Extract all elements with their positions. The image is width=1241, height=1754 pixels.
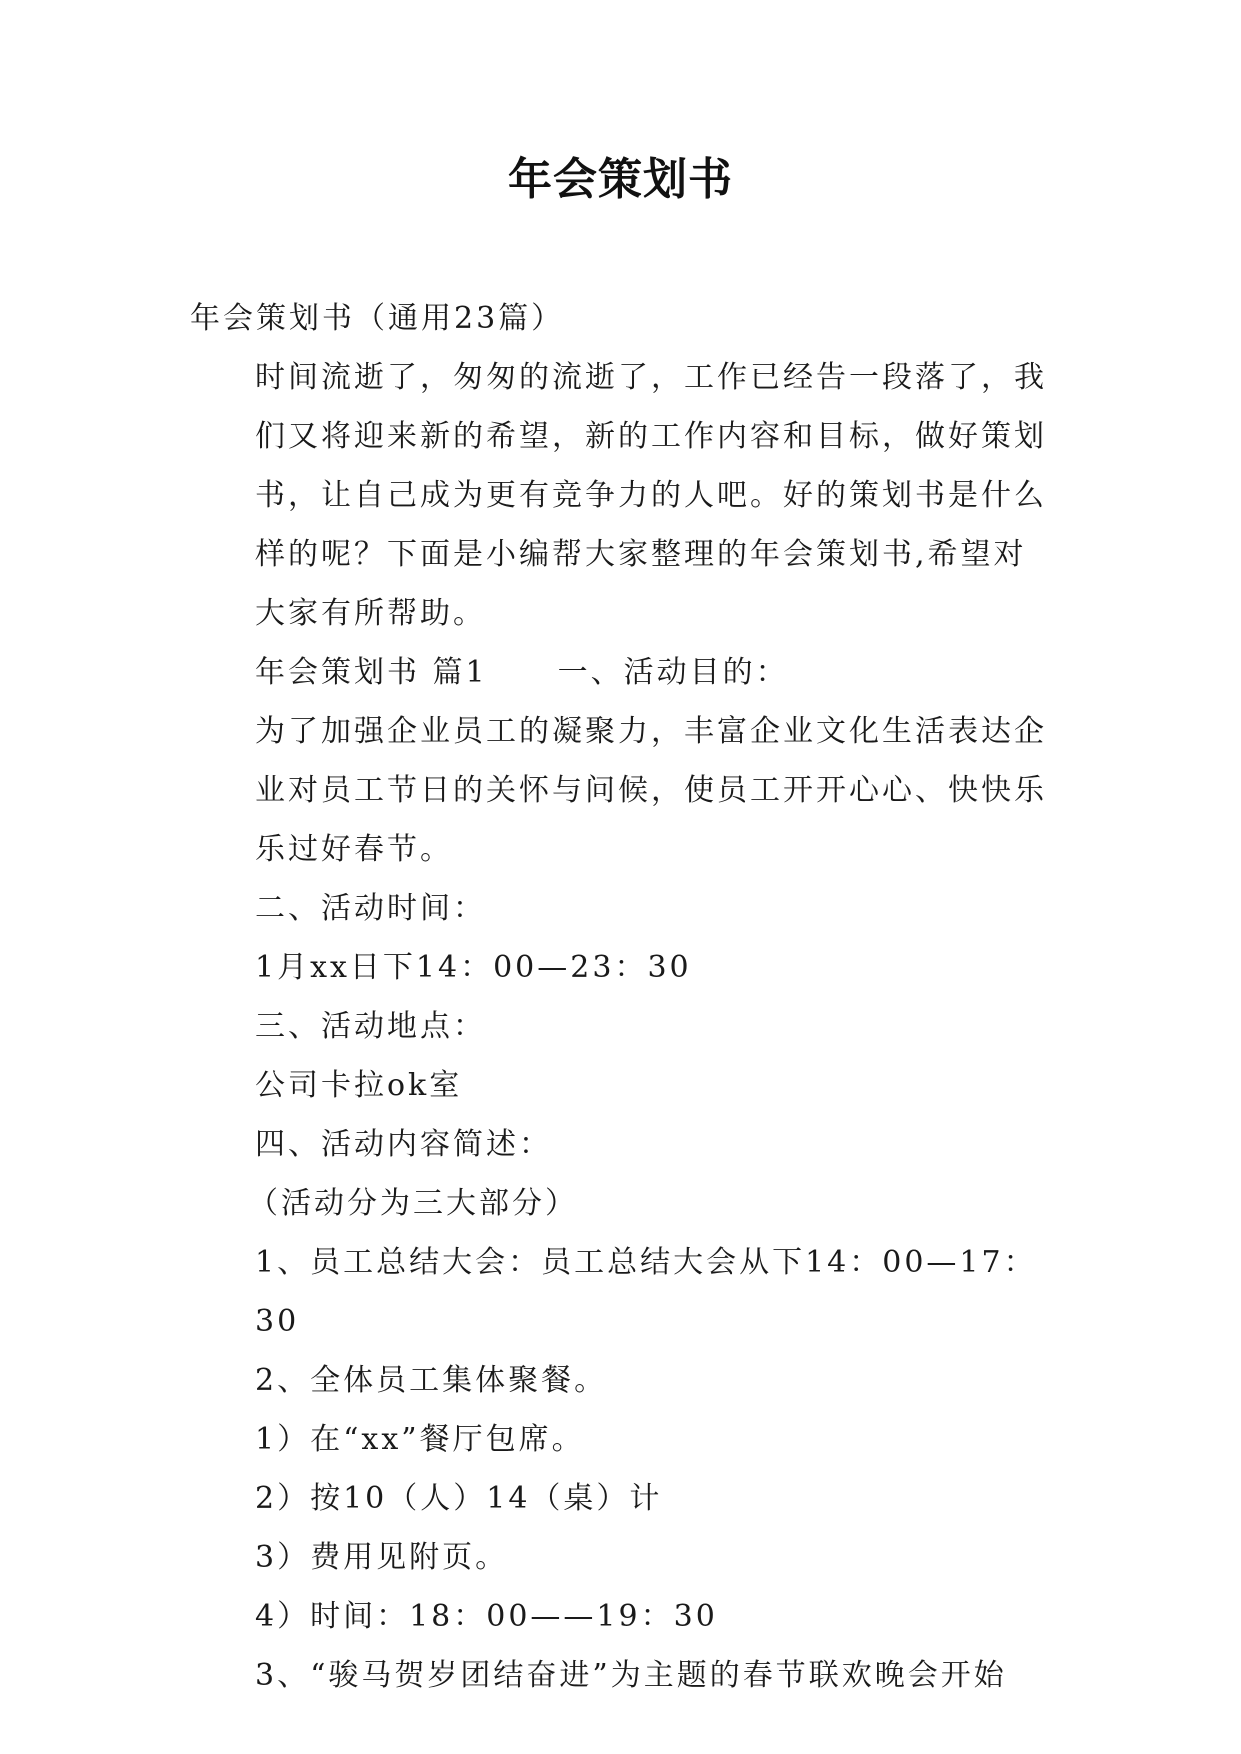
time-value: 1月xx日下14：00—23：30 — [255, 950, 692, 985]
page-title: 年会策划书 — [508, 154, 733, 205]
document-subtitle: 年会策划书（通用23篇） — [190, 301, 565, 336]
list-item: 3）费用见附页。 — [255, 1540, 509, 1575]
list-item: 2、全体员工集体聚餐。 — [255, 1363, 608, 1398]
location-heading: 三、活动地点： — [255, 1009, 486, 1044]
list-item: 1）在“xx”餐厅包席。 — [255, 1422, 585, 1457]
list-item: 2）按10（人）14（桌）计 — [255, 1481, 663, 1516]
time-heading: 二、活动时间： — [255, 891, 486, 926]
intro-paragraph: 时间流逝了，匆匆的流逝了，工作已经告一段落了，我们又将迎来新的希望，新的工作内容和目标，做好策划书，让自己成为更有竞争力的人吧。好的策划书是什么样的呢？下面是小编帮大家整理的年会策划书,希望对大家有所帮助。 — [255, 360, 1047, 631]
list-item: 1、员工总结大会：员工总结大会从下14：00—17：30 — [255, 1245, 1037, 1339]
location-value: 公司卡拉ok室 — [255, 1068, 463, 1103]
purpose-paragraph: 为了加强企业员工的凝聚力，丰富企业文化生活表达企业对员工节日的关怀与问候，使员工开开心心、快快乐乐过好春节。 — [255, 714, 1047, 867]
section-item-label: 一、活动目的： — [557, 655, 789, 690]
section-heading — [190, 643, 1055, 702]
section-part-label: 年会策划书 篇1 — [255, 655, 488, 690]
content-note: （活动分为三大部分） — [248, 1186, 578, 1221]
list-item: 3、“骏马贺岁团结奋进”为主题的春节联欢晚会开始 — [255, 1658, 1007, 1693]
list-item: 4）时间：18：00——19：30 — [255, 1599, 718, 1634]
document-body — [190, 289, 1055, 1705]
content-heading: 四、活动内容简述： — [255, 1127, 552, 1162]
